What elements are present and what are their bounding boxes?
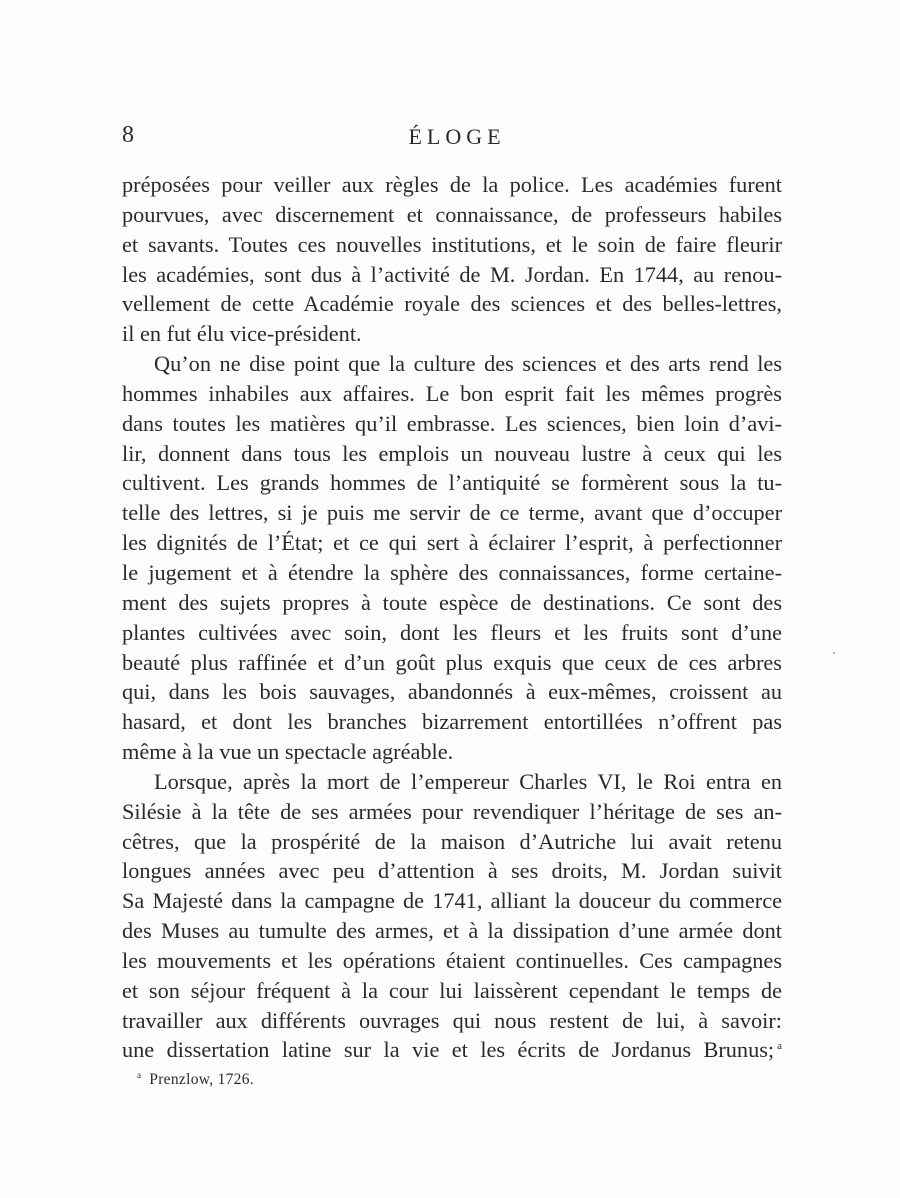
text-line: et son séjour fréquent à la cour lui laissèrent cependant le temps de: [122, 977, 782, 1003]
text-line: Lorsque, après la mort de l’empereur Charles VI, le Roi entra en: [154, 768, 782, 794]
text-line: le jugement et à étendre la sphère des connaissances, forme certaine-: [122, 559, 782, 585]
text-line: cultivent. Les grands hommes de l’antiquité se formèrent sous la tu-: [122, 470, 782, 496]
text-line: il en fut élu vice-président.: [122, 321, 362, 347]
text-line: plantes cultivées avec soin, dont les fleurs et les fruits sont d’une: [122, 619, 782, 645]
text-line: qui, dans les bois sauvages, abandonnés à eux-mêmes, croissent au: [122, 679, 782, 705]
text-line: ment des sujets propres à toute espèce de destinations. Ce sont des: [122, 589, 782, 615]
footnote-text: Prenzlow, 1726.: [149, 1071, 254, 1088]
text-line: beauté plus raffinée et d’un goût plus exquis que ceux de ces arbres: [122, 649, 782, 675]
text-line: hasard, et dont les branches bizarrement entortillées n’offrent pas: [122, 709, 782, 735]
text-line: dans toutes les matières qu’il embrasse. Les sciences, bien loin d’avi-: [122, 410, 782, 436]
text-line: les mouvements et les opérations étaient continuelles. Ces campagnes: [122, 947, 782, 973]
text-line: telle des lettres, si je puis me servir de ce terme, avant que d’occuper: [122, 500, 782, 526]
body-text: [122, 170, 782, 1065]
page-number: 8: [122, 122, 135, 148]
text-line: même à la vue un spectacle agréable.: [122, 739, 454, 765]
text-line: hommes inhabiles aux affaires. Le bon esprit fait les mêmes progrès: [122, 380, 782, 406]
text-line: préposées pour veiller aux règles de la police. Les académies furent: [122, 172, 782, 197]
text-line: les académies, sont dus à l’activité de M. Jordan. En 1744, au renou-: [122, 261, 782, 287]
text-line: travailler aux différents ouvrages qui nous restent de lui, à savoir:: [122, 1007, 782, 1033]
paper-speck: [833, 652, 835, 654]
text-line: des Muses au tumulte des armes, et à la dissipation d’une armée dont: [122, 918, 782, 944]
footnote-reference: a: [777, 1040, 782, 1053]
text-line: vellement de cette Académie royale des sciences et des belles-lettres,: [122, 291, 782, 317]
text-line: et savants. Toutes ces nouvelles institutions, et le soin de faire fleurir: [122, 231, 782, 257]
running-title: ÉLOGE: [408, 124, 506, 149]
text-line: Sa Majesté dans la campagne de 1741, alliant la douceur du commerce: [122, 888, 782, 914]
text-line: longues années avec peu d’attention à ses droits, M. Jordan suivit: [122, 858, 782, 884]
text-line: Silésie à la tête de ses armées pour revendiquer l’héritage de ses an-: [122, 798, 782, 824]
text-line-with-footnote: [122, 1035, 782, 1065]
footnote-marker: a: [137, 1069, 142, 1080]
text-line: lir, donnent dans tous les emplois un nouveau lustre à ceux qui les: [122, 440, 782, 466]
text-line: pourvues, avec discernement et connaissance, de professeurs habiles: [122, 201, 782, 227]
text-line: les dignités de l’État; et ce qui sert à éclairer l’esprit, à perfectionner: [122, 530, 782, 556]
text-line: cêtres, que la prospérité de la maison d’Autriche lui avait retenu: [122, 828, 782, 854]
text-line-content: une dissertation latine sur la vie et les écrits de Jordanus Brunus;: [122, 1037, 775, 1063]
text-line: Qu’on ne dise point que la culture des sciences et des arts rend les: [154, 351, 782, 377]
footnote: [137, 1071, 254, 1089]
